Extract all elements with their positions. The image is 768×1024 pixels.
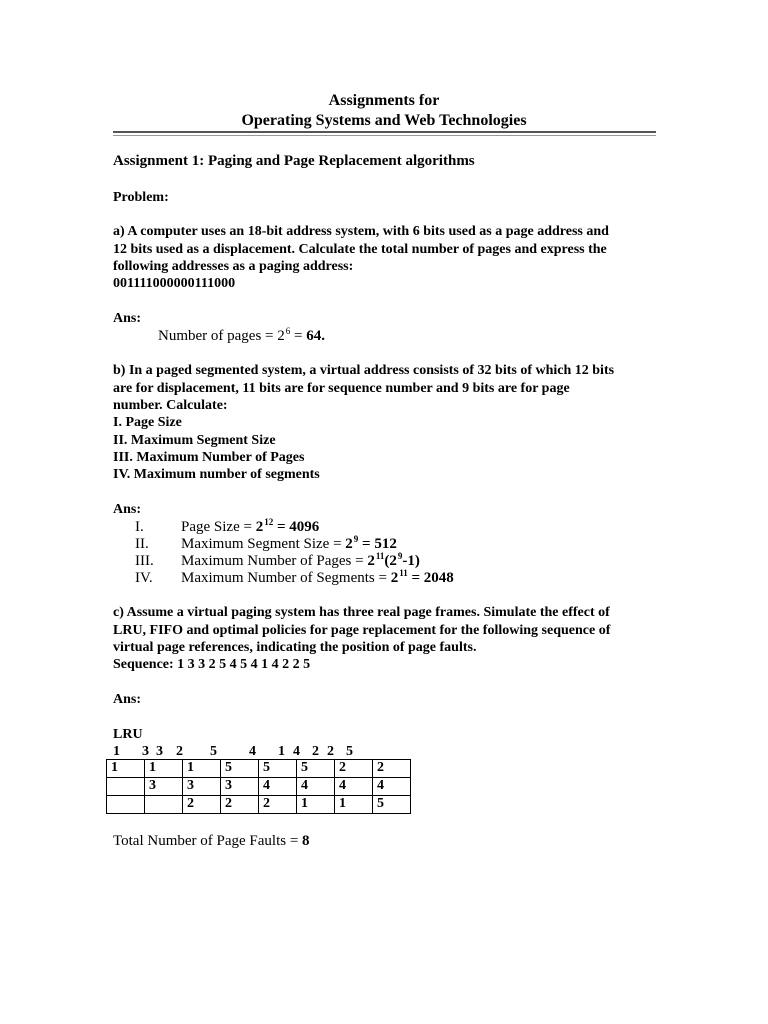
answer-base: 2 xyxy=(345,536,353,552)
frame-row xyxy=(107,778,411,796)
part-c-line: c) Assume a virtual paging system has three real page frames. Simulate the effect of xyxy=(113,605,610,620)
lru-label: LRU xyxy=(113,727,143,742)
pages-answer-value: 64. xyxy=(306,328,325,344)
frame-cell: 4 xyxy=(335,778,373,796)
answer-rest2: -1) xyxy=(402,553,420,569)
problem-label: Problem: xyxy=(113,190,169,205)
seq-ref: 3 xyxy=(156,744,163,759)
frame-cell: 4 xyxy=(373,778,411,796)
part-c-line: LRU, FIFO and optimal policies for page replacement for the following sequence of xyxy=(113,623,611,638)
frame-cell: 4 xyxy=(259,778,297,796)
frame-cell: 4 xyxy=(297,778,335,796)
frame-cell: 2 xyxy=(335,760,373,778)
seq-ref: 4 xyxy=(249,744,256,759)
part-b-line: b) In a paged segmented system, a virtual address consists of 32 bits of which 12 bits xyxy=(113,363,615,378)
seq-ref: 4 xyxy=(293,744,300,759)
answer-rest: = 4096 xyxy=(273,519,320,535)
frame-cell: 2 xyxy=(373,760,411,778)
answer-base: 2 xyxy=(255,519,264,535)
frame-row xyxy=(107,796,411,814)
answer-rest: = 2048 xyxy=(407,570,454,586)
answer-numeral: IV. xyxy=(135,570,153,586)
answer-exp: 9 xyxy=(353,534,359,544)
frame-cell: 2 xyxy=(183,796,221,814)
pages-answer xyxy=(158,327,325,346)
ans-label: Ans: xyxy=(113,502,142,517)
answer-numeral: I. xyxy=(135,519,144,535)
part-b-item: IV. Maximum number of segments xyxy=(113,467,320,482)
frame-cell: 1 xyxy=(183,760,221,778)
answer-exp: 12 xyxy=(264,517,274,527)
frame-cell: 3 xyxy=(183,778,221,796)
part-a-line: 12 bits used as a displacement. Calculate the total number of pages and express the xyxy=(113,242,607,257)
frame-cell: 3 xyxy=(145,778,183,796)
answer-label: Maximum Number of Pages = xyxy=(181,553,368,569)
part-c-line: virtual page references, indicating the position of page faults. xyxy=(113,640,477,655)
part-b-line: are for displacement, 11 bits are for sequence number and 9 bits are for page xyxy=(113,381,570,396)
title-rule xyxy=(113,131,656,133)
frame-cell: 1 xyxy=(297,796,335,814)
seq-ref: 2 xyxy=(312,744,319,759)
doc-title-line1: Assignments for xyxy=(328,92,440,109)
frame-cell: 5 xyxy=(373,796,411,814)
page-faults-total xyxy=(113,832,310,850)
answer-exp: 11 xyxy=(375,551,385,561)
frame-cell xyxy=(107,796,145,814)
frame-cell: 1 xyxy=(335,796,373,814)
answer-rest: = 512 xyxy=(358,536,397,552)
assignment-heading: Assignment 1: Paging and Page Replacement algorithms xyxy=(113,153,475,169)
answer-num-segments xyxy=(181,569,454,588)
title-rule-thin xyxy=(113,135,656,136)
answer-label: Maximum Segment Size = xyxy=(181,536,346,552)
answer-base: 2 xyxy=(390,570,399,586)
frame-cell: 1 xyxy=(107,760,145,778)
answer-exp: 11 xyxy=(399,568,408,578)
pages-answer-text: Number of pages = 2 xyxy=(158,328,285,344)
seq-ref: 3 xyxy=(142,744,149,759)
doc-title-line2: Operating Systems and Web Technologies xyxy=(241,112,527,129)
sequence-line: Sequence: 1 3 3 2 5 4 5 4 1 4 2 2 5 xyxy=(113,657,311,672)
frame-cell: 5 xyxy=(221,760,259,778)
answer-label: Maximum Number of Segments = xyxy=(181,570,391,586)
lru-frame-table xyxy=(106,759,411,814)
frame-cell: 1 xyxy=(145,760,183,778)
frame-cell xyxy=(145,796,183,814)
seq-ref: 1 xyxy=(278,744,285,759)
pages-answer-eq: = xyxy=(290,328,307,344)
part-b-item: II. Maximum Segment Size xyxy=(113,433,276,448)
pages-answer-exp: 6 xyxy=(285,326,291,336)
frame-cell xyxy=(107,778,145,796)
answer-rest: (2 xyxy=(384,553,397,569)
frame-cell: 2 xyxy=(221,796,259,814)
answer-numeral: II. xyxy=(135,536,149,552)
answer-exp2: 9 xyxy=(397,551,403,561)
part-b-item: I. Page Size xyxy=(113,415,182,430)
frame-cell: 5 xyxy=(259,760,297,778)
ans-label: Ans: xyxy=(113,692,142,707)
seq-ref: 2 xyxy=(327,744,334,759)
frame-cell: 3 xyxy=(221,778,259,796)
answer-base: 2 xyxy=(367,553,375,569)
part-b-line: number. Calculate: xyxy=(113,398,228,413)
seq-ref: 1 xyxy=(113,744,120,759)
frame-cell: 5 xyxy=(297,760,335,778)
seq-ref: 5 xyxy=(210,744,217,759)
faults-value: 8 xyxy=(302,833,310,849)
part-a-line: a) A computer uses an 18-bit address system, with 6 bits used as a page address and xyxy=(113,224,609,239)
address-bits: 001111000000111000 xyxy=(113,276,236,291)
ans-label: Ans: xyxy=(113,311,142,326)
part-a-line: following addresses as a paging address: xyxy=(113,259,354,274)
answer-numeral: III. xyxy=(135,553,154,569)
seq-ref: 5 xyxy=(346,744,353,759)
faults-label: Total Number of Page Faults = xyxy=(113,833,303,849)
part-b-item: III. Maximum Number of Pages xyxy=(113,450,305,465)
frame-row xyxy=(107,760,411,778)
seq-ref: 2 xyxy=(176,744,183,759)
answer-label: Page Size = xyxy=(181,519,256,535)
frame-cell: 2 xyxy=(259,796,297,814)
